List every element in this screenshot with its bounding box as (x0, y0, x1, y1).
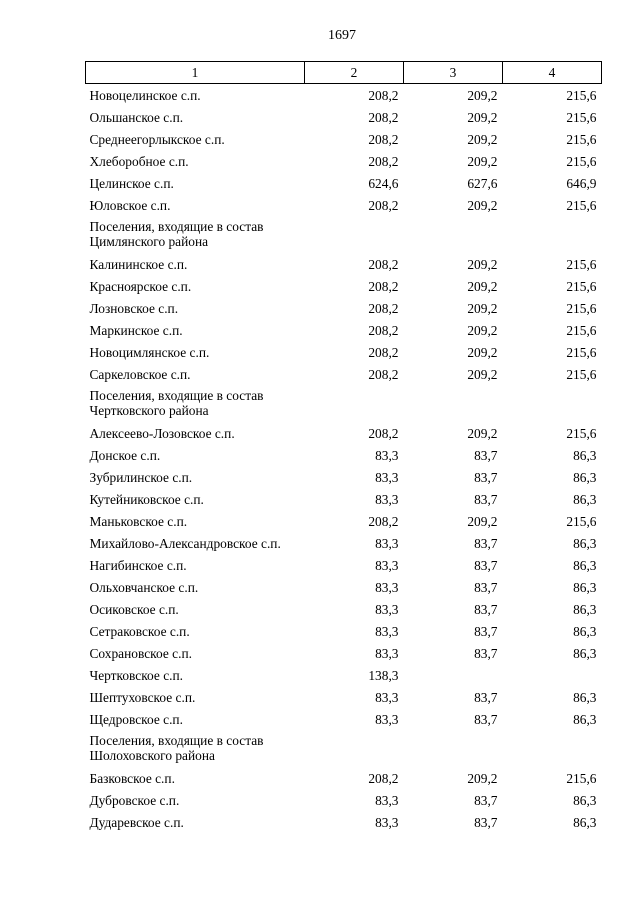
table-row (86, 106, 602, 128)
settlement-name-cell: Донское с.п. (89, 447, 161, 463)
value-col-2-cell: 208,2 (368, 770, 399, 786)
table-row (86, 554, 602, 576)
table-row (86, 422, 602, 444)
value-col-3-cell: 83,7 (474, 814, 498, 830)
settlement-name-cell: Хлеборобное с.п. (89, 153, 189, 169)
value-col-4-cell: 215,6 (566, 344, 597, 360)
value-col-3-cell: 209,2 (467, 131, 498, 147)
value-col-4-cell: 86,3 (573, 689, 597, 705)
value-col-3-cell (404, 664, 503, 686)
settlement-name-cell: Дударевское с.п. (89, 814, 184, 830)
value-col-4-cell: 86,3 (573, 601, 597, 617)
value-col-4-cell: 86,3 (573, 535, 597, 551)
value-col-4-cell: 215,6 (566, 300, 597, 316)
value-col-4-cell: 86,3 (573, 447, 597, 463)
value-col-3-cell: 83,7 (474, 689, 498, 705)
value-col-2-cell: 208,2 (368, 322, 399, 338)
value-col-2-cell: 208,2 (368, 109, 399, 125)
value-col-3-cell: 83,7 (474, 557, 498, 573)
table-row (86, 466, 602, 488)
value-col-3-cell: 209,2 (467, 300, 498, 316)
value-col-2-cell: 208,2 (368, 197, 399, 213)
value-col-4-cell: 86,3 (573, 792, 597, 808)
value-col-3-cell: 83,7 (474, 645, 498, 661)
value-col-3-cell: 83,7 (474, 535, 498, 551)
value-col-4-cell (503, 216, 602, 253)
value-col-3-cell: 209,2 (467, 425, 498, 441)
value-col-2-cell: 83,3 (375, 623, 399, 639)
value-col-3-cell: 209,2 (467, 197, 498, 213)
value-col-4-cell: 215,6 (566, 131, 597, 147)
table-row (86, 150, 602, 172)
settlement-name-cell: Зубрилинское с.п. (89, 469, 193, 485)
settlement-name-cell: Шептуховское с.п. (89, 689, 196, 705)
value-col-2-cell: 624,6 (368, 175, 399, 191)
value-col-4-cell: 215,6 (566, 278, 597, 294)
value-col-4-cell: 215,6 (566, 109, 597, 125)
table-row (86, 275, 602, 297)
column-header-4: 4 (503, 62, 602, 84)
value-col-2-cell: 208,2 (368, 344, 399, 360)
settlement-name-cell: Лозновское с.п. (89, 300, 179, 316)
value-col-4-cell: 215,6 (566, 88, 597, 103)
table-row (86, 488, 602, 510)
value-col-3-cell: 83,7 (474, 469, 498, 485)
table-group-header-row (86, 730, 602, 767)
settlement-name-cell: Новоцелинское с.п. (89, 88, 201, 103)
table-row (86, 297, 602, 319)
value-col-3-cell: 209,2 (467, 513, 498, 529)
settlement-name-cell: Ольшанское с.п. (89, 109, 184, 125)
settlement-name-cell: Чертковское с.п. (89, 667, 184, 683)
settlement-name-cell: Маньковское с.п. (89, 513, 188, 529)
settlement-name-cell: Осиковское с.п. (89, 601, 179, 617)
settlement-name-cell: Кутейниковское с.п. (89, 491, 204, 507)
value-col-3-cell: 209,2 (467, 344, 498, 360)
table-row (86, 341, 602, 363)
settlement-name-cell: Новоцимлянское с.п. (89, 344, 210, 360)
value-col-2-cell: 208,2 (368, 513, 399, 529)
value-col-4-cell: 215,6 (566, 322, 597, 338)
value-col-3-cell: 83,7 (474, 579, 498, 595)
table-row (86, 664, 602, 686)
value-col-2-cell: 83,3 (375, 579, 399, 595)
value-col-3-cell: 209,2 (467, 322, 498, 338)
value-col-3-cell: 83,7 (474, 792, 498, 808)
settlement-name-cell: Щедровское с.п. (89, 711, 183, 727)
value-col-3-cell: 83,7 (474, 447, 498, 463)
table-row (86, 319, 602, 341)
value-col-3-cell: 209,2 (467, 109, 498, 125)
value-col-4-cell: 215,6 (566, 425, 597, 441)
value-col-4-cell (503, 730, 602, 767)
table-row (86, 84, 602, 106)
value-col-4-cell: 215,6 (566, 153, 597, 169)
table-body (86, 84, 602, 833)
table-row (86, 789, 602, 811)
value-col-2-cell: 83,3 (375, 491, 399, 507)
value-col-3-cell: 209,2 (467, 770, 498, 786)
page-number: 1697 (328, 28, 356, 43)
value-col-4-cell (503, 664, 602, 686)
value-col-2-cell: 83,3 (375, 557, 399, 573)
value-col-4-cell: 86,3 (573, 579, 597, 595)
table-row (86, 767, 602, 789)
settlement-name-cell: Базковское с.п. (89, 770, 175, 786)
table-row (86, 194, 602, 216)
settlement-name-cell: Целинское с.п. (89, 175, 174, 191)
value-col-2-cell: 83,3 (375, 792, 399, 808)
value-col-2-cell (305, 216, 404, 253)
value-col-2-cell: 208,2 (368, 153, 399, 169)
settlement-name-cell: Красноярское с.п. (89, 278, 192, 294)
header-row (86, 62, 602, 84)
value-col-2-cell: 208,2 (368, 278, 399, 294)
column-header-1: 1 (86, 62, 305, 84)
table-row (86, 363, 602, 385)
value-col-3-cell (404, 216, 503, 253)
value-col-2-cell: 208,2 (368, 425, 399, 441)
settlement-name-cell: Среднеегорлыкское с.п. (89, 131, 225, 147)
value-col-2-cell: 208,2 (368, 256, 399, 272)
value-col-4-cell: 86,3 (573, 491, 597, 507)
table-row (86, 598, 602, 620)
column-header-2: 2 (305, 62, 404, 84)
value-col-4-cell: 86,3 (573, 814, 597, 830)
value-col-3-cell: 209,2 (467, 88, 498, 103)
settlement-name-cell: Сетраковское с.п. (89, 623, 190, 639)
value-col-2-cell: 208,2 (368, 88, 399, 103)
value-col-4-cell: 215,6 (566, 770, 597, 786)
value-col-2-cell: 83,3 (375, 469, 399, 485)
value-col-4-cell: 86,3 (573, 557, 597, 573)
settlement-name-cell: Дубровское с.п. (89, 792, 180, 808)
value-col-3-cell: 209,2 (467, 153, 498, 169)
table-row (86, 128, 602, 150)
group-title-cell: Поселения, входящие в состав Чертковского района (89, 387, 264, 418)
value-col-3-cell: 627,6 (467, 175, 498, 191)
settlement-name-cell: Алексеево-Лозовское с.п. (89, 425, 235, 441)
value-col-2-cell: 83,3 (375, 711, 399, 727)
value-col-4-cell: 215,6 (566, 366, 597, 382)
value-col-4-cell: 646,9 (566, 175, 597, 191)
table-row (86, 532, 602, 554)
value-col-2-cell: 83,3 (375, 689, 399, 705)
data-table (85, 61, 602, 833)
value-col-2-cell: 83,3 (375, 535, 399, 551)
value-col-2-cell: 83,3 (375, 814, 399, 830)
table-row (86, 576, 602, 598)
table-row (86, 620, 602, 642)
value-col-2-cell: 83,3 (375, 645, 399, 661)
value-col-2-cell: 138,3 (368, 667, 399, 683)
table-group-header-row (86, 216, 602, 253)
value-col-4-cell: 86,3 (573, 711, 597, 727)
settlement-name-cell: Нагибинское с.п. (89, 557, 187, 573)
settlement-name-cell: Саркеловское с.п. (89, 366, 191, 382)
table-header (86, 62, 602, 84)
value-col-2-cell: 83,3 (375, 447, 399, 463)
settlement-name-cell: Калининское с.п. (89, 256, 188, 272)
value-col-4-cell: 215,6 (566, 197, 597, 213)
table-row (86, 642, 602, 664)
value-col-2-cell: 83,3 (375, 601, 399, 617)
table-row (86, 811, 602, 833)
value-col-2-cell: 208,2 (368, 300, 399, 316)
value-col-2-cell: 208,2 (368, 131, 399, 147)
settlement-name-cell: Михайлово-Александровское с.п. (89, 535, 281, 551)
value-col-3-cell: 209,2 (467, 278, 498, 294)
settlement-name-cell: Маркинское с.п. (89, 322, 183, 338)
value-col-4-cell: 215,6 (566, 513, 597, 529)
group-title-cell: Поселения, входящие в состав Цимлянского района (89, 218, 264, 249)
value-col-2-cell (305, 385, 404, 422)
value-col-3-cell (404, 730, 503, 767)
value-col-3-cell: 83,7 (474, 601, 498, 617)
value-col-2-cell: 208,2 (368, 366, 399, 382)
value-col-4-cell: 215,6 (566, 256, 597, 272)
value-col-3-cell: 83,7 (474, 711, 498, 727)
settlement-name-cell: Юловское с.п. (89, 197, 171, 213)
settlement-name-cell: Сохрановское с.п. (89, 645, 192, 661)
table-row (86, 172, 602, 194)
table-row (86, 708, 602, 730)
value-col-4-cell: 86,3 (573, 645, 597, 661)
table-row (86, 253, 602, 275)
value-col-4-cell (503, 385, 602, 422)
value-col-3-cell: 209,2 (467, 366, 498, 382)
table-row (86, 686, 602, 708)
group-title-cell: Поселения, входящие в состав Шолоховского района (89, 732, 264, 763)
value-col-4-cell: 86,3 (573, 469, 597, 485)
value-col-2-cell (305, 730, 404, 767)
value-col-3-cell: 83,7 (474, 491, 498, 507)
column-header-3: 3 (404, 62, 503, 84)
value-col-3-cell: 83,7 (474, 623, 498, 639)
settlement-name-cell: Ольховчанское с.п. (89, 579, 199, 595)
table-row (86, 444, 602, 466)
value-col-4-cell: 86,3 (573, 623, 597, 639)
table-row (86, 510, 602, 532)
value-col-3-cell: 209,2 (467, 256, 498, 272)
value-col-3-cell (404, 385, 503, 422)
table-group-header-row (86, 385, 602, 422)
